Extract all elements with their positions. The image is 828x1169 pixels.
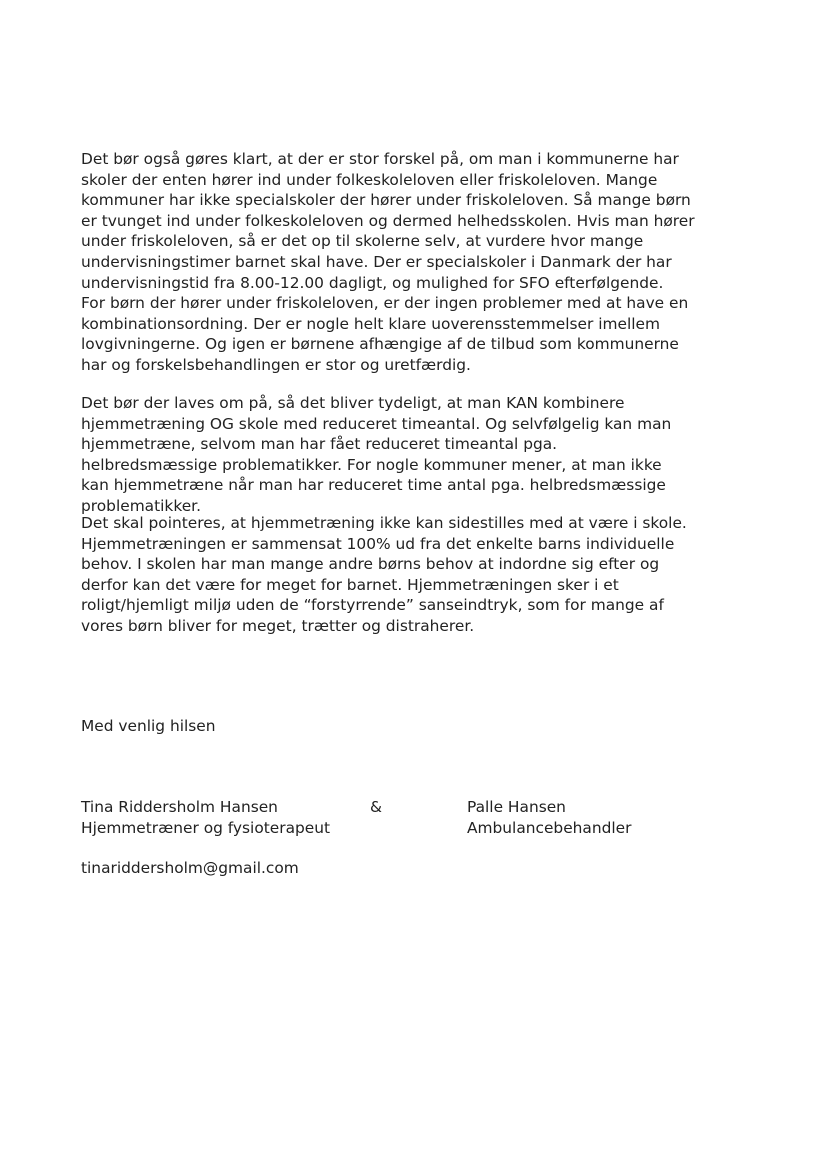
text-line: hjemmetræning OG skole med reduceret timeantal. Og selvfølgelig kan man (81, 414, 672, 433)
text-line: undervisningstimer barnet skal have. Der er specialskoler i Danmark der har (81, 252, 672, 271)
paragraph-combine-training (81, 393, 761, 517)
text-line: kan hjemmetræne når man har reduceret time antal pga. helbredsmæssige (81, 476, 666, 495)
text-line: Det bør der laves om på, så det bliver tydeligt, at man KAN kombinere (81, 394, 625, 412)
text-line: har og forskelsbehandlingen er stor og uretfærdig. (81, 355, 471, 374)
signatory-name: Tina Riddersholm Hansen (81, 798, 278, 816)
text-line: lovgivningerne. Og igen er børnene afhængige af de tilbud som kommunerne (81, 335, 679, 354)
text-line: derfor kan det være for meget for barnet. Hjemmetræningen sker i et (81, 575, 619, 594)
signatory-name: Palle Hansen (467, 798, 566, 816)
text-line: For børn der hører under friskoleloven, er der ingen problemer med at have en (81, 294, 689, 313)
paragraph-school-law-differences (81, 149, 761, 376)
text-line: skoler der enten hører ind under folkeskoleloven eller friskoleloven. Mange (81, 170, 658, 189)
text-line: Det skal pointeres, at hjemmetræning ikke kan sidestilles med at være i skole. (81, 514, 687, 532)
closing-greeting: Med venlig hilsen (81, 717, 216, 735)
text-line: helbredsmæssige problematikker. For nogle kommuner mener, at man ikke (81, 455, 662, 474)
text-line: kombinationsordning. Der er nogle helt klare uoverensstemmelser imellem (81, 314, 660, 333)
text-line: Hjemmetræningen er sammensat 100% ud fra det enkelte barns individuelle (81, 534, 675, 553)
text-line: er tvunget ind under folkeskoleloven og dermed helhedsskolen. Hvis man hører (81, 211, 695, 230)
signatory-right (467, 797, 631, 838)
text-line: hjemmetræne, selvom man har fået reduceret timeantal pga. (81, 435, 558, 454)
signatory-left (81, 797, 330, 838)
text-line: roligt/hjemligt miljø uden de “forstyrrende” sanseindtryk, som for mange af (81, 596, 664, 615)
signatory-separator: & (370, 798, 383, 816)
contact-email: tinariddersholm@gmail.com (81, 859, 299, 877)
text-line: under friskoleloven, så er det op til skolerne selv, at vurdere hvor mange (81, 232, 644, 251)
signatory-title: Ambulancebehandler (467, 818, 632, 837)
text-line: vores børn bliver for meget, trætter og distraherer. (81, 616, 475, 635)
text-line: problematikker. (81, 496, 201, 515)
text-line: behov. I skolen har man mange andre børns behov at indordne sig efter og (81, 555, 660, 574)
paragraph-home-training-not-school (81, 513, 761, 637)
text-line: kommuner har ikke specialskoler der hører under friskoleloven. Så mange børn (81, 191, 691, 210)
text-line: undervisningstid fra 8.00-12.00 dagligt, og mulighed for SFO efterfølgende. (81, 273, 664, 292)
signatory-title: Hjemmetræner og fysioterapeut (81, 818, 331, 837)
text-line: Det bør også gøres klart, at der er stor forskel på, om man i kommunerne har (81, 150, 679, 168)
